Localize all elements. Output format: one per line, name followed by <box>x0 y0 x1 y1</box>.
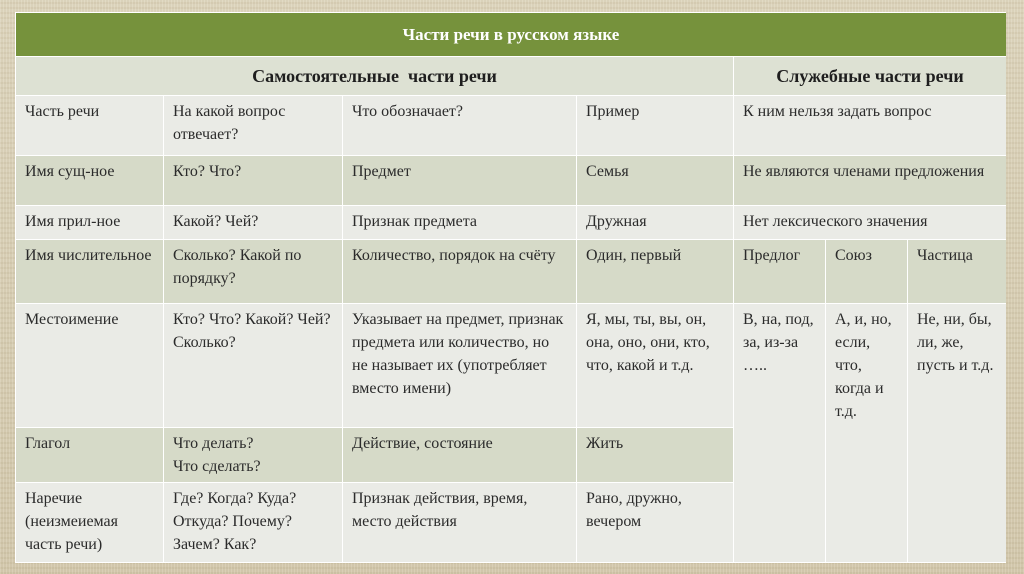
parts-of-speech-table <box>15 12 1006 563</box>
service-conjunction-examples <box>826 304 908 563</box>
row-numeral-example-text: Один, первый <box>586 247 682 264</box>
column-header-example-text: Пример <box>586 103 640 120</box>
row-pronoun-part-text: Местоимение <box>25 311 119 328</box>
table-row-adjective <box>16 206 1007 240</box>
group-header-row <box>16 57 1007 96</box>
service-not-members-cell <box>734 156 1007 206</box>
row-numeral-example <box>577 240 734 304</box>
parts-of-speech-slide <box>15 12 1006 574</box>
row-verb-question-text <box>164 428 342 482</box>
row-adjective-meaning <box>343 206 577 240</box>
row-verb-example-text: Жить <box>586 435 624 452</box>
service-note-cell <box>734 96 1007 156</box>
table-row-noun <box>16 156 1007 206</box>
row-noun-part-text: Имя сущ-ное <box>25 163 115 180</box>
row-adjective-part <box>16 206 164 240</box>
row-adverb-question <box>164 483 343 563</box>
row-verb-meaning-text: Действие, состояние <box>352 435 493 452</box>
service-particle-examples <box>908 304 1007 563</box>
row-adverb-meaning-text: Признак действия, время, место действия <box>352 490 528 530</box>
row-adjective-example <box>577 206 734 240</box>
independent-parts-header: Самостоятельные части речи <box>16 57 734 96</box>
row-adjective-question <box>164 206 343 240</box>
service-preposition-examples <box>734 304 826 563</box>
row-verb-question <box>164 428 343 483</box>
row-noun-example-text: Семья <box>586 163 629 180</box>
row-noun-part <box>16 156 164 206</box>
service-particle-header-text: Частица <box>917 247 973 264</box>
row-pronoun-example-text: Я, мы, ты, вы, он, она, оно, они, кто, что, какой и т.д. <box>586 311 710 374</box>
service-conjunction-examples-text: А, и, но, если, что, когда и т.д. <box>835 311 892 420</box>
row-noun-meaning-text: Предмет <box>352 163 411 180</box>
row-verb-question-line-2: Что сделать? <box>173 458 261 475</box>
row-adverb-part-text: Наречие (неизмеиемая часть речи) <box>25 490 119 553</box>
row-adjective-example-text: Дружная <box>586 213 647 230</box>
row-numeral-part <box>16 240 164 304</box>
row-pronoun-meaning-text: Указывает на предмет, признак предмета или количество, но не называет их (употребляет вместо имени) <box>352 311 564 397</box>
service-particle-examples-text: Не, ни, бы, ли, же, пусть и т.д. <box>917 311 994 374</box>
row-adverb-question-text: Где? Когда? Куда? Откуда? Почему? Зачем? Как? <box>173 490 297 553</box>
column-header-question <box>164 96 343 156</box>
row-adverb-meaning <box>343 483 577 563</box>
row-verb-meaning <box>343 428 577 483</box>
column-header-meaning-text: Что обозначает? <box>352 103 464 120</box>
row-noun-example <box>577 156 734 206</box>
service-no-lexical-text: Нет лексического значения <box>743 213 928 230</box>
row-noun-question-text: Кто? Что? <box>173 163 242 180</box>
row-numeral-part-text: Имя числительное <box>25 247 152 264</box>
column-header-part-text: Часть речи <box>25 103 100 120</box>
row-pronoun-part <box>16 304 164 428</box>
column-header-question-text: На какой вопрос отвечает? <box>173 103 286 143</box>
column-header-part <box>16 96 164 156</box>
service-preposition-examples-text: В, на, под, за, из-за ….. <box>743 311 814 374</box>
row-pronoun-meaning <box>343 304 577 428</box>
row-noun-meaning <box>343 156 577 206</box>
row-adverb-part <box>16 483 164 563</box>
table-title: Части речи в русском языке <box>16 13 1007 57</box>
row-adjective-question-text: Какой? Чей? <box>173 213 259 230</box>
row-numeral-meaning-text: Количество, порядок на счёту <box>352 247 556 264</box>
row-pronoun-example <box>577 304 734 428</box>
row-verb-question-line-1: Что делать? <box>173 435 254 452</box>
service-parts-header: Служебные части речи <box>734 57 1007 96</box>
service-note-text: К ним нельзя задать вопрос <box>743 103 932 120</box>
title-row <box>16 13 1007 57</box>
row-verb-part <box>16 428 164 483</box>
service-preposition-header <box>734 240 826 304</box>
row-adverb-example-text: Рано, дружно, вечером <box>586 490 682 530</box>
column-header-row <box>16 96 1007 156</box>
row-verb-part-text: Глагол <box>25 435 71 452</box>
row-adjective-part-text: Имя прил-ное <box>25 213 121 230</box>
service-conjunction-header <box>826 240 908 304</box>
row-noun-question <box>164 156 343 206</box>
row-pronoun-question-text: Кто? Что? Какой? Чей? Сколько? <box>173 311 331 351</box>
service-conjunction-header-text: Союз <box>835 247 872 264</box>
row-adverb-example <box>577 483 734 563</box>
table-row-pronoun <box>16 304 1007 428</box>
row-numeral-question <box>164 240 343 304</box>
table-row-numeral <box>16 240 1007 304</box>
row-pronoun-question <box>164 304 343 428</box>
service-preposition-header-text: Предлог <box>743 247 801 264</box>
column-header-example <box>577 96 734 156</box>
row-numeral-meaning <box>343 240 577 304</box>
row-numeral-question-text: Сколько? Какой по порядку? <box>173 247 302 287</box>
service-not-members-text: Не являются членами предложения <box>743 163 985 180</box>
service-no-lexical-cell <box>734 206 1007 240</box>
row-verb-example <box>577 428 734 483</box>
row-adjective-meaning-text: Признак предмета <box>352 213 477 230</box>
column-header-meaning <box>343 96 577 156</box>
service-particle-header <box>908 240 1007 304</box>
